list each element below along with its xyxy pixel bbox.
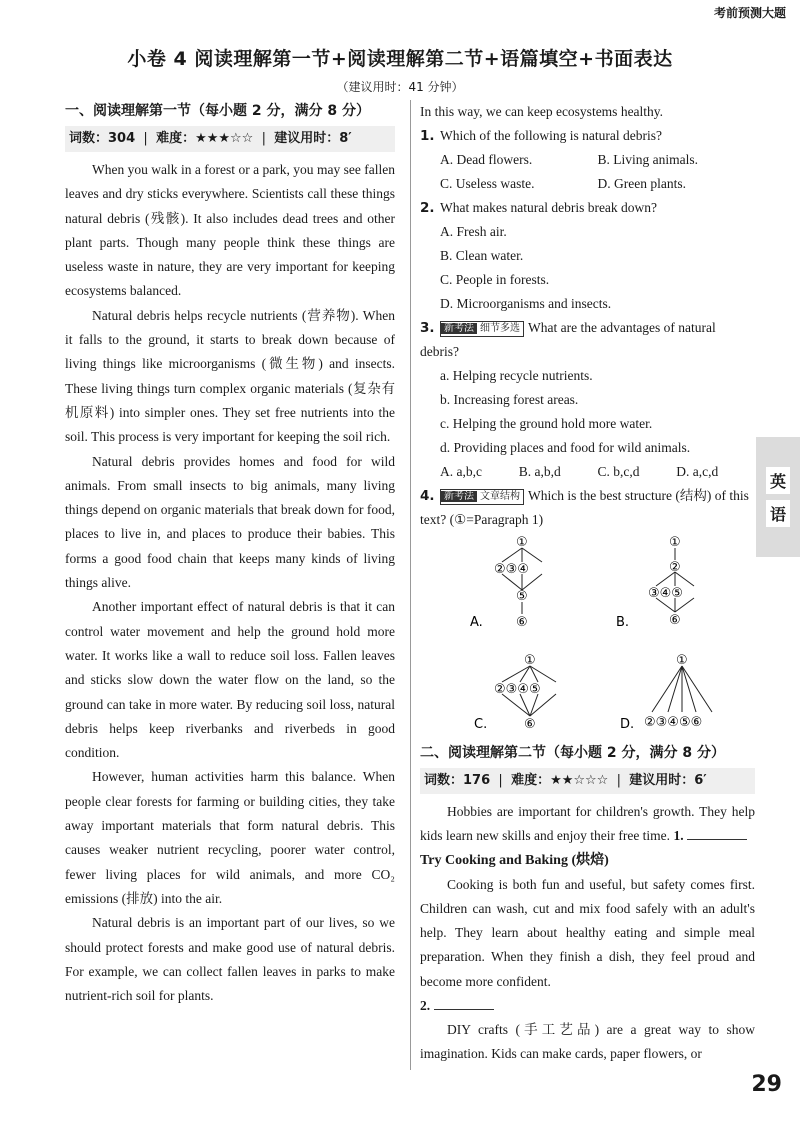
difficulty: 难度：★★★☆☆ (156, 131, 254, 146)
node-1: ① (669, 535, 681, 550)
node-1: ① (524, 653, 536, 668)
structure-diagrams (420, 532, 755, 742)
suggested-time: 建议用时：6′ (629, 773, 707, 788)
passage-end: In this way, we can keep ecosystems healthy. (420, 104, 664, 119)
paragraph-3: Natural debris provides homes and food for wild animals. From small insects to big animals, many living things depend on organic materials that break down for food, places to live in, and places to produce their babies. This forms a good food chain that keeps many kinds of living things alive. (65, 453, 395, 591)
section-heading-2: 二、阅读理解第二节（每小题 2 分，满分 8 分） (420, 745, 725, 761)
option: C. People in forests. (440, 272, 550, 287)
subject-char: 英 (766, 467, 790, 494)
question-1 (420, 124, 755, 148)
question-stem: Which is the best structure (结构) of this text? (①=Paragraph 1) (420, 488, 749, 527)
option-a-label: A. (470, 615, 483, 630)
page-subtitle: （建议用时：41 分钟） (336, 80, 464, 94)
word-count: 词数：176 (424, 773, 491, 788)
question-number: 3. (420, 320, 435, 336)
node-group: ②③④ (494, 562, 529, 577)
node-6: ⑥ (669, 613, 681, 628)
node-1: ① (516, 535, 528, 550)
right-column (420, 100, 755, 1067)
node-5: ⑤ (516, 589, 528, 604)
answer-blank[interactable] (687, 825, 747, 840)
option: B. a,b,d (518, 464, 561, 479)
paragraph-6: Natural debris is an important part of our lives, so we should protect forests and make good use of natural debris. For example, we can collect fallen leaves in parks to make nutrient-rich soil for plants. (65, 915, 395, 1004)
passage2-paragraph-3: DIY crafts (手工艺品) are a great way to show imagination. Kids can make cards, paper flowers, or (420, 1022, 755, 1062)
option: D. Green plants. (597, 176, 686, 191)
q1-options-row2 (420, 172, 755, 196)
passage2-heading: Try Cooking and Baking (烘焙) (420, 852, 609, 868)
question-3 (420, 316, 755, 364)
option: A. Dead flowers. (440, 152, 533, 167)
option-c-label: C. (474, 717, 488, 732)
node-group: ②③④⑤⑥ (644, 715, 703, 730)
node-group: ②③④⑤ (494, 682, 541, 697)
q1-options-row1 (420, 148, 755, 172)
new-method-tag: 新考法 细节多选 (440, 321, 524, 337)
page-number: 29 (751, 1072, 782, 1097)
paragraph-4: Another important effect of natural debris is that it can control water movement and help the ground hold more water. It works like a wall to reduce soil loss. Fallen leaves and sticks slow down the water flow on the land, so the ground can take in more water. By reducing soil loss, natural debris helps keep riverbanks and riverbeds in good condition. (65, 599, 395, 761)
question-stem: What makes natural debris break down? (440, 200, 658, 215)
question-number: 1. (420, 128, 435, 144)
header-label: 考前预测大题 (713, 6, 786, 20)
paragraph-2: Natural debris helps recycle nutrients (营养物). When it falls to the ground, it starts to break down because of living things like microorganisms (微生物) and insects. These living things turn complex organic materials (复杂有机原料) into simpler ones. They set free nutrients into the soil. This process is very important for keeping the soil rich. (65, 307, 395, 445)
column-divider (410, 100, 411, 1070)
option: B. Living animals. (597, 152, 698, 167)
page-title: 小卷 4 阅读理解第一节+阅读理解第二节+语篇填空+书面表达 (127, 48, 673, 70)
question-stem: What are the advantages of natural debris? (420, 320, 716, 359)
question-stem: Which of the following is natural debris? (440, 128, 662, 143)
subject-tab (756, 437, 800, 557)
option: D. a,c,d (676, 464, 719, 479)
node-2: ② (669, 560, 681, 575)
statement: d. Providing places and food for wild animals. (440, 440, 691, 455)
question-number: 2. (420, 200, 435, 216)
option: B. Clean water. (440, 248, 524, 263)
passage-meta-1: 词数：304 | 难度：★★★☆☆ | 建议用时：8′ (65, 126, 395, 152)
subject-char: 语 (766, 500, 790, 527)
statement: a. Helping recycle nutrients. (440, 368, 593, 383)
paragraph-1: When you walk in a forest or a park, you may see fallen leaves and dry sticks everywhere. Scientists call these things natural debris (残骸). It also includes dead trees and other plant parts. Though many people think these things are useless waste in nature, they are very important for keeping ecosystems balanced. (65, 162, 395, 299)
q3-options (420, 460, 755, 484)
blank-number: 2. (420, 998, 431, 1014)
blank-number: 1. (673, 828, 684, 844)
difficulty: 难度：★★☆☆☆ (511, 773, 609, 788)
suggested-time: 建议用时：8′ (274, 131, 352, 146)
passage2-paragraph-2: Cooking is both fun and useful, but safety comes first. Children can wash, cut and mix food safely with an adult's help. They learn about healthy eating and simple meal preparation. When they finish a dish, they feel proud and become more confident. (420, 876, 755, 989)
node-1: ① (676, 653, 688, 668)
question-2 (420, 196, 755, 220)
new-method-tag: 新考法 文章结构 (440, 489, 524, 505)
option-d-label: D. (620, 717, 635, 732)
option: C. b,c,d (597, 464, 640, 479)
question-number: 4. (420, 488, 435, 504)
option: D. Microorganisms and insects. (440, 296, 612, 311)
option: C. Useless waste. (440, 176, 535, 191)
node-6: ⑥ (524, 717, 536, 732)
option-b-label: B. (616, 615, 630, 630)
question-4 (420, 484, 755, 532)
section-heading-1: 一、阅读理解第一节（每小题 2 分，满分 8 分） (65, 103, 370, 119)
passage2-paragraph-1: Hobbies are important for children's growth. They help kids learn new skills and enjoy their free time. 1. (420, 804, 755, 844)
node-6: ⑥ (516, 615, 528, 630)
statement: c. Helping the ground hold more water. (440, 416, 653, 431)
word-count: 词数：304 (69, 131, 136, 146)
statement: b. Increasing forest areas. (440, 392, 579, 407)
answer-blank[interactable] (434, 995, 494, 1010)
passage-meta-2: 词数：176 | 难度：★★☆☆☆ | 建议用时：6′ (420, 768, 755, 794)
option: A. a,b,c (440, 464, 482, 479)
structure-diagrams-svg (420, 532, 755, 742)
blank-line-2 (420, 994, 755, 1018)
left-column (65, 100, 395, 1008)
paragraph-5: However, human activities harm this balance. When people clear forests for farming or building cities, they take away important materials that form natural debris. This causes weaker nutrient recycling, poorer water control, fewer living places for wild animals, and more CO₂ emissions (排放) into the air. (65, 769, 395, 906)
option: A. Fresh air. (440, 224, 507, 239)
node-group: ③④⑤ (648, 586, 683, 601)
